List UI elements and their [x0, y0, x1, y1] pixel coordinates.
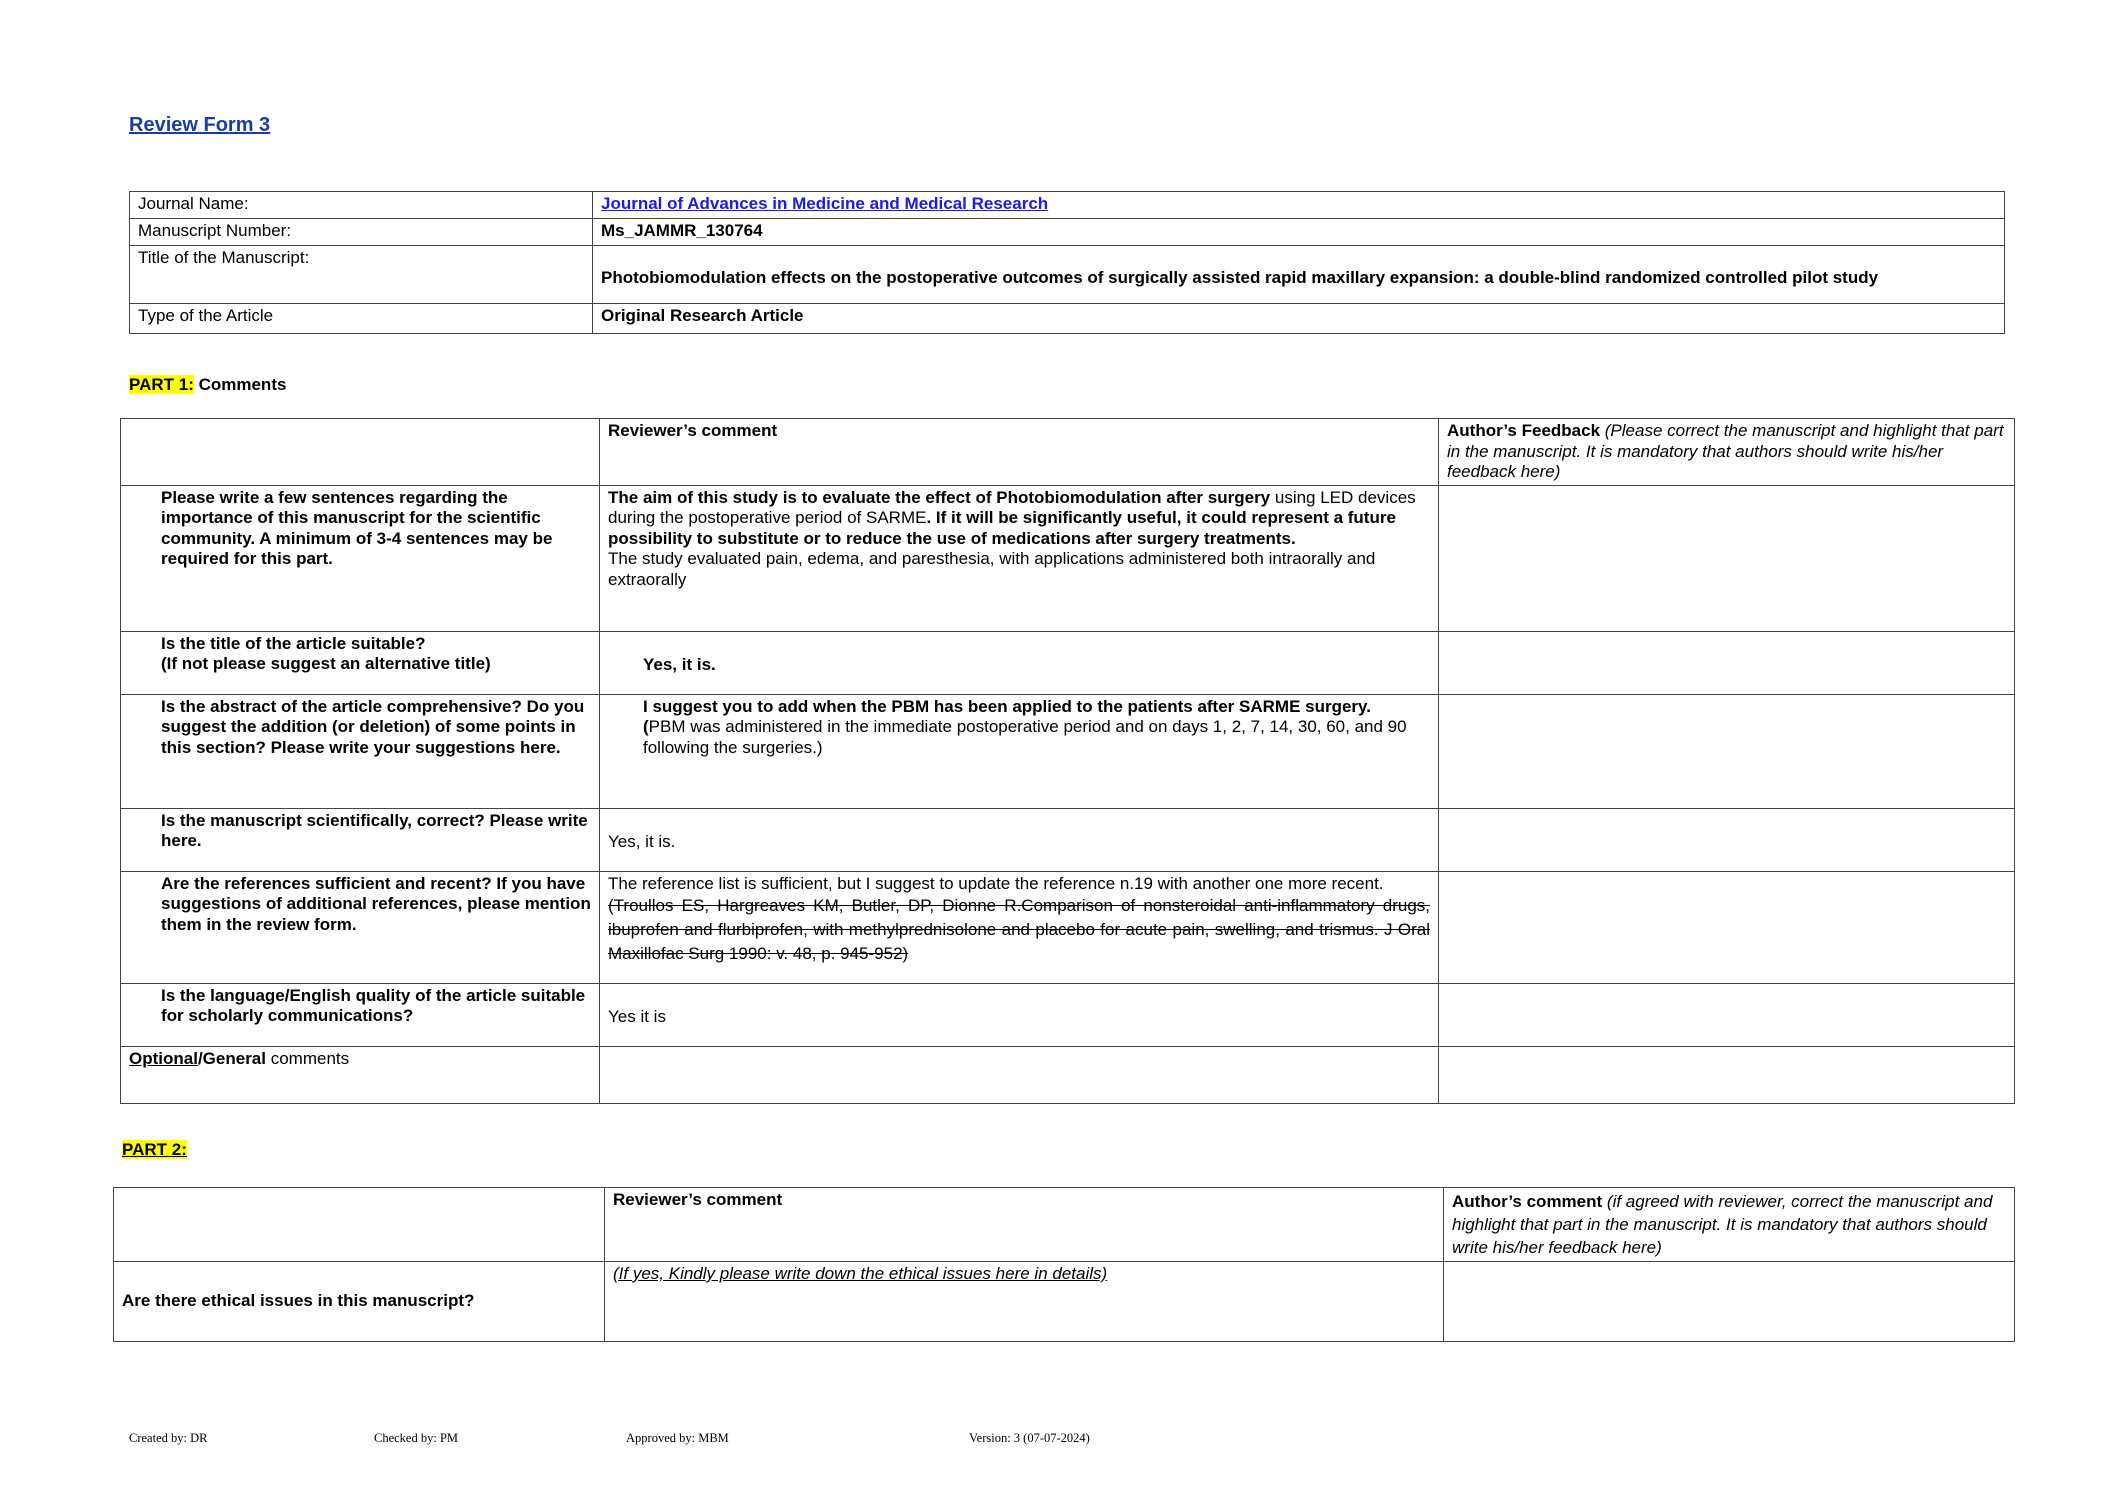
reviewer-comment — [605, 1262, 1444, 1342]
table-row — [121, 1046, 2015, 1103]
part1-table — [120, 418, 2015, 1104]
author-feedback-cell[interactable] — [1439, 485, 2015, 631]
footer-version: Version: 3 (07-07-2024) — [969, 1431, 1090, 1445]
journal-label: Journal Name: — [130, 192, 593, 219]
part2-table — [113, 1187, 2015, 1342]
c: I suggest you to add when the PBM has been applied to the patients after SARME surgery. — [643, 696, 1371, 716]
ethics-hint: (If yes, Kindly please write down the ethical issues here in details) — [613, 1264, 1108, 1283]
author-feedback-cell[interactable] — [1439, 871, 2015, 983]
c: . If it will be significantly useful, it could represent a future possibility to substitute or to reduce the use of medications after surgery treatments. — [608, 508, 1396, 548]
question: Is the language/English quality of the article suitable for scholarly communications? — [121, 983, 600, 1046]
a: (if agreed with reviewer, correct the manuscript and highlight that part in the manuscript. It is mandatory that authors should write his/her feedback here) — [1452, 1192, 1993, 1257]
o: comments — [266, 1048, 350, 1068]
footer-checked: Checked by: PM — [374, 1431, 459, 1445]
reviewer-header: Reviewer’s comment — [600, 419, 1439, 486]
footer-created: Created by: DR — [129, 1431, 208, 1445]
o: /General — [197, 1048, 266, 1068]
author-feedback-cell[interactable] — [1439, 631, 2015, 694]
author-comment-cell[interactable] — [1444, 1262, 2015, 1342]
struck-reference: (Troullos ES, Hargreaves KM, Butler, DP, Dionne R.Comparison of nonsteroidal anti-inflammatory drugs, ibuprofen and flurbiprofen, with methylprednisolone and placebo for acute pain, swelling, and trismus. J Oral Maxillofac Surg 1990: v. 48, p. 945-952) — [608, 896, 1430, 963]
ms-number-value: Ms_JAMMR_130764 — [593, 219, 2005, 246]
author-feedback-cell[interactable] — [1439, 694, 2015, 808]
c: The study evaluated pain, edema, and paresthesia, with applications administered both intraorally and extraorally — [608, 549, 1376, 589]
reviewer-comment: Yes, it is. — [600, 808, 1439, 871]
question: Is the abstract of the article comprehensive? Do you suggest the addition (or deletion) of some points in this section? Please write your suggestions here. — [121, 694, 600, 808]
footer-approved: Approved by: MBM — [626, 1431, 729, 1445]
c: The aim of this study is to evaluate the effect of Photobiomodulation after surgery — [608, 487, 1271, 507]
q: Is the title of the article suitable? — [161, 633, 426, 653]
reviewer-comment: Yes it is — [600, 983, 1439, 1046]
question: Please write a few sentences regarding the importance of this manuscript for the scientific community. A minimum of 3-4 sentences may be required for this part. — [121, 485, 600, 631]
c: PBM was administered in the immediate postoperative period and on days 1, 2, 7, 14, 30, 60, and 90 following the surgeries.) — [643, 717, 1407, 757]
author-header — [1444, 1188, 2015, 1262]
article-type-value: Original Research Article — [593, 304, 2005, 334]
c: ( — [643, 717, 649, 736]
reviewer-comment[interactable] — [600, 1046, 1439, 1103]
optional-comments-label — [121, 1046, 600, 1103]
manuscript-info-table — [129, 191, 2005, 334]
table-row — [121, 485, 2015, 631]
ms-title-label: Title of the Manuscript: — [130, 246, 593, 304]
reviewer-comment — [600, 694, 1439, 808]
table-row — [121, 983, 2015, 1046]
author-feedback-cell[interactable] — [1439, 808, 2015, 871]
form-title: Review Form 3 — [129, 114, 271, 136]
table-row — [114, 1262, 2015, 1342]
question: Is the manuscript scientifically, correct? Please write here. — [121, 808, 600, 871]
journal-link[interactable]: Journal of Advances in Medicine and Medical Research — [601, 194, 1049, 213]
reviewer-comment: Yes, it is. — [600, 631, 1439, 694]
reviewer-header: Reviewer’s comment — [605, 1188, 1444, 1262]
table-row — [121, 694, 2015, 808]
reviewer-comment — [600, 485, 1439, 631]
q: (If not please suggest an alternative title) — [161, 654, 491, 673]
question: Are the references sufficient and recent? If you have suggestions of additional references, please mention them in the review form. — [121, 871, 600, 983]
c: using LED devices during the postoperative period of SARME — [608, 487, 1416, 527]
ms-number-label: Manuscript Number: — [130, 219, 593, 246]
part1-heading — [129, 375, 286, 396]
table-row — [121, 631, 2015, 694]
author-header-bold: Author’s Feedback — [1447, 421, 1601, 440]
c: The reference list is sufficient, but I suggest to update the reference n.19 with another one more recent. — [608, 873, 1384, 893]
part2-heading — [122, 1140, 187, 1161]
table-row — [121, 871, 2015, 983]
author-header — [1439, 419, 2015, 486]
author-header-note: (Please correct the manuscript and highlight that part in the manuscript. It is mandatory that authors should write his/her feedback here) — [1447, 421, 2004, 481]
part1-label: PART 1: — [129, 375, 194, 394]
part1-suffix: Comments — [193, 375, 287, 394]
reviewer-comment — [600, 871, 1439, 983]
article-type-label: Type of the Article — [130, 304, 593, 334]
author-feedback-cell[interactable] — [1439, 1046, 2015, 1103]
question: Are there ethical issues in this manuscript? — [114, 1262, 605, 1342]
author-feedback-cell[interactable] — [1439, 983, 2015, 1046]
a: Author’s comment — [1452, 1192, 1603, 1211]
ms-title-value: Photobiomodulation effects on the postoperative outcomes of surgically assisted rapid maxillary expansion: a double-blind randomized controlled pilot study — [593, 246, 2005, 304]
table-row — [121, 808, 2015, 871]
part2-label: PART 2: — [122, 1140, 187, 1159]
question — [121, 631, 600, 694]
o: Optional — [129, 1048, 198, 1068]
